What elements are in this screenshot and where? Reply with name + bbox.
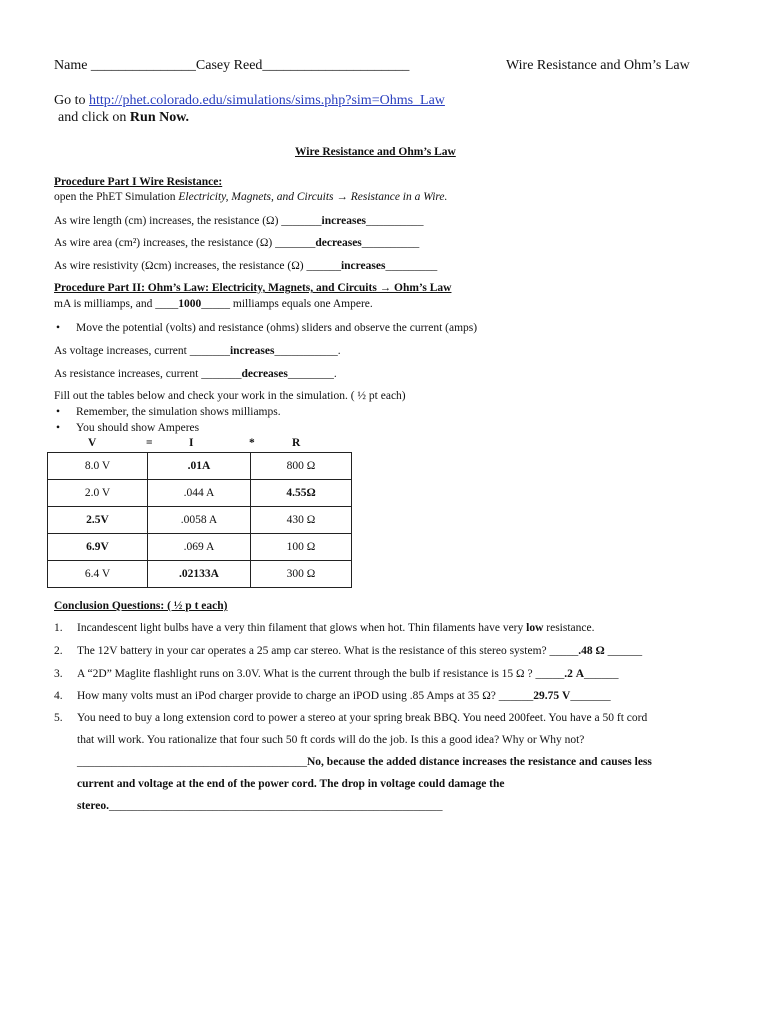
line-prefix: As wire resistivity (Ωcm) increases, the resistance (Ω) ______ bbox=[54, 260, 341, 272]
q1-suffix: resistance. bbox=[546, 622, 595, 634]
table-row bbox=[48, 507, 352, 534]
cell-voltage: 2.5V bbox=[48, 507, 148, 534]
goto-line bbox=[54, 93, 445, 109]
table-row bbox=[48, 453, 352, 480]
q4-suffix: _______ bbox=[570, 690, 611, 702]
q1-answer: low bbox=[526, 622, 544, 634]
q2-suffix: ______ bbox=[607, 645, 643, 657]
q1-text bbox=[77, 622, 594, 634]
ma-suffix: _____ milliamps equals one Ampere. bbox=[201, 298, 373, 310]
resist-prefix: As resistance increases, current _______ bbox=[54, 368, 242, 380]
col-header-equals: = bbox=[146, 437, 153, 449]
q5-number: 5. bbox=[54, 712, 63, 724]
q2-answer: .48 Ω bbox=[578, 645, 605, 657]
ohms-law-table bbox=[47, 452, 352, 588]
q5-answer-part-1: No, because the added distance increases the resistance and causes less bbox=[307, 756, 652, 768]
col-header-i: I bbox=[189, 437, 194, 449]
q3-number: 3. bbox=[54, 668, 63, 680]
part1-line-1 bbox=[54, 215, 424, 227]
col-header-v: V bbox=[88, 437, 97, 449]
q3-text bbox=[77, 668, 619, 680]
bullet-sliders: • Move the potential (volts) and resistance (ohms) sliders and observe the current (amps) bbox=[76, 322, 477, 334]
q4-number: 4. bbox=[54, 690, 63, 702]
cell-resistance: 430 Ω bbox=[251, 507, 352, 534]
part1-heading: Procedure Part I Wire Resistance: bbox=[54, 176, 223, 188]
cell-current: .069 A bbox=[148, 534, 251, 561]
run-line bbox=[58, 110, 189, 126]
col-header-r: R bbox=[292, 437, 301, 449]
part2-heading: Procedure Part II: Ohm’s Law: Electricity, Magnets, and Circuits → Ohm’s Law bbox=[54, 282, 452, 294]
part1-intro-prefix: open the PhET Simulation bbox=[54, 191, 176, 203]
q4-text bbox=[77, 690, 611, 702]
q5-line-1: You need to buy a long extension cord to power a stereo at your spring break BBQ. You need 200feet. You have a 50 ft cord bbox=[77, 712, 648, 724]
q3-suffix: ______ bbox=[584, 668, 619, 680]
part1-line-3 bbox=[54, 260, 437, 272]
q5-line-5 bbox=[77, 800, 443, 812]
q5-answer-part-2: current and voltage at the end of the power cord. The drop in voltage could damage the bbox=[77, 778, 505, 790]
q2-number: 2. bbox=[54, 645, 63, 657]
cell-resistance: 300 Ω bbox=[251, 561, 352, 588]
q3-answer: .2 A bbox=[564, 668, 585, 680]
part1-line-2 bbox=[54, 237, 419, 249]
cell-voltage: 6.9V bbox=[48, 534, 148, 561]
q1-number: 1. bbox=[54, 622, 63, 634]
cell-resistance: 800 Ω bbox=[251, 453, 352, 480]
name-field: Name _______________Casey Reed_____________________ bbox=[54, 58, 410, 73]
cell-current: .02133A bbox=[148, 561, 251, 588]
q3-prefix: A “2D” Maglite flashlight runs on 3.0V. What is the current through the bulb if resistance is 15 Ω ? _____ bbox=[77, 668, 565, 680]
q5-blank: ________________________________________ bbox=[77, 756, 307, 768]
ma-line bbox=[54, 298, 373, 310]
table-row bbox=[48, 480, 352, 507]
q2-text bbox=[77, 645, 642, 657]
line-prefix: As wire length (cm) increases, the resistance (Ω) _______ bbox=[54, 215, 322, 227]
voltage-suffix: ___________. bbox=[274, 345, 341, 357]
header-title: Wire Resistance and Ohm’s Law bbox=[506, 58, 690, 73]
part1-intro-sim: Electricity, Magnets, and Circuits → Resistance in a Wire. bbox=[178, 191, 448, 203]
q5-line-3 bbox=[77, 756, 652, 768]
ma-prefix: mA is milliamps, and ____ bbox=[54, 298, 179, 310]
goto-prefix: Go to bbox=[54, 93, 86, 108]
cell-current: .01A bbox=[148, 453, 251, 480]
q5-blank-end: __________________________________________________________ bbox=[109, 800, 443, 812]
ma-answer: 1000 bbox=[178, 298, 202, 310]
bullet-milliamps: • Remember, the simulation shows milliamps. bbox=[76, 406, 281, 418]
click-prefix: and click on bbox=[58, 110, 127, 125]
part1-intro bbox=[54, 191, 447, 203]
q4-answer: 29.75 V bbox=[533, 690, 571, 702]
fill-instructions: Fill out the tables below and check your work in the simulation. ( ½ pt each) bbox=[54, 390, 406, 402]
conclusion-heading: Conclusion Questions: ( ½ p t each) bbox=[54, 600, 228, 612]
cell-voltage: 6.4 V bbox=[48, 561, 148, 588]
resist-answer: decreases bbox=[241, 368, 288, 380]
table-row bbox=[48, 534, 352, 561]
q2-prefix: The 12V battery in your car operates a 25 amp car stereo. What is the resistance of this stereo system? _____ bbox=[77, 645, 579, 657]
line-answer: increases bbox=[340, 260, 386, 272]
q5-line-2: that will work. You rationalize that four such 50 ft cords will do the job. Is this a good idea? Why or Why not? bbox=[77, 734, 585, 746]
line-suffix: _________ bbox=[385, 260, 438, 272]
line-suffix: __________ bbox=[361, 237, 420, 249]
line-prefix: As wire area (cm²) increases, the resistance (Ω) _______ bbox=[54, 237, 316, 249]
cell-resistance: 100 Ω bbox=[251, 534, 352, 561]
q5-answer-part-3: stereo. bbox=[77, 800, 110, 812]
q1-prefix: Incandescent light bulbs have a very thin filament that glows when hot. Thin filaments have very bbox=[77, 622, 524, 634]
doc-title: Wire Resistance and Ohm’s Law bbox=[295, 146, 456, 158]
resistance-line bbox=[54, 368, 337, 380]
voltage-prefix: As voltage increases, current _______ bbox=[54, 345, 230, 357]
table-row bbox=[48, 561, 352, 588]
cell-voltage: 2.0 V bbox=[48, 480, 148, 507]
voltage-answer: increases bbox=[229, 345, 275, 357]
line-suffix: __________ bbox=[366, 215, 424, 227]
cell-current: .0058 A bbox=[148, 507, 251, 534]
cell-resistance: 4.55Ω bbox=[251, 480, 352, 507]
line-answer: decreases bbox=[315, 237, 362, 249]
resist-suffix: ________. bbox=[287, 368, 337, 380]
cell-voltage: 8.0 V bbox=[48, 453, 148, 480]
line-answer: increases bbox=[321, 215, 367, 227]
cell-current: .044 A bbox=[148, 480, 251, 507]
phet-link[interactable]: http://phet.colorado.edu/simulations/sims.php?sim=Ohms_Law bbox=[89, 93, 445, 108]
q4-prefix: How many volts must an iPod charger provide to charge an iPOD using .85 Amps at 35 Ω? ______ bbox=[77, 690, 534, 702]
col-header-times: * bbox=[249, 437, 255, 449]
voltage-line bbox=[54, 345, 341, 357]
run-now-label: Run Now. bbox=[129, 110, 190, 125]
bullet-amperes: • You should show Amperes bbox=[76, 422, 199, 434]
